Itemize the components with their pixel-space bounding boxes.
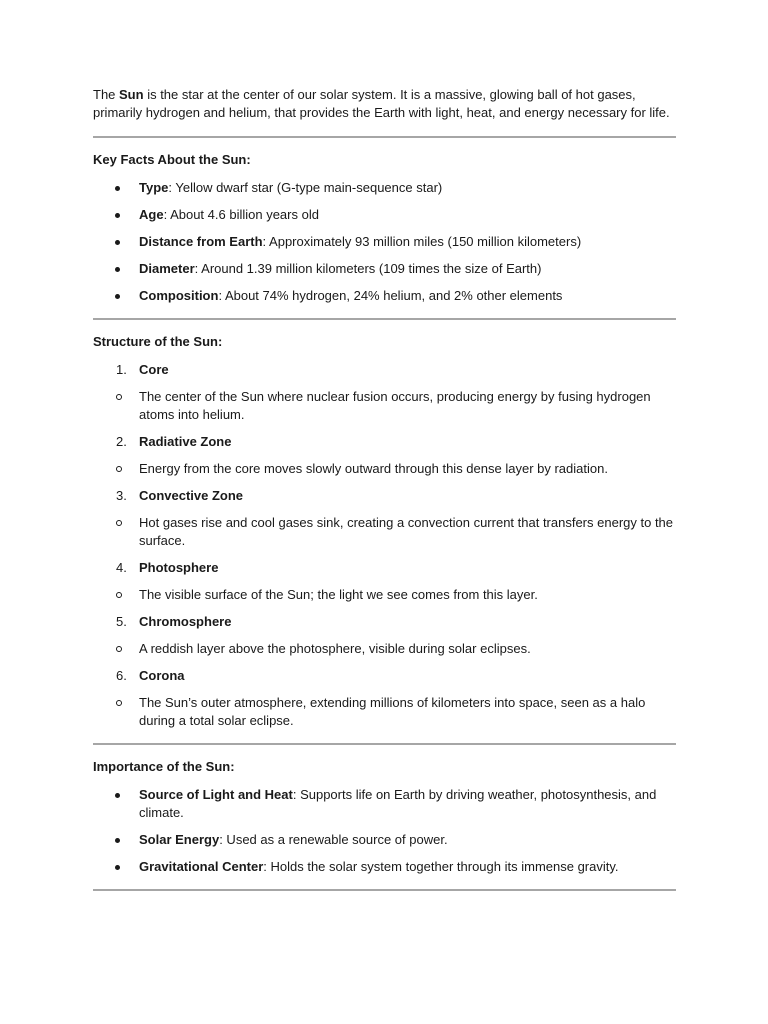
layer-description: The center of the Sun where nuclear fusion occurs, producing energy by fusing hydrogen atoms into helium. [139,389,651,422]
importance-text: : Supports life on Earth by driving weather, photosynthesis, and climate. [139,787,657,820]
bullet-icon [115,793,120,798]
layer-name: Photosphere [139,560,219,575]
structure-list [93,361,676,730]
fact-term: Distance from Earth [139,234,263,249]
fact-text: : Yellow dwarf star (G-type main-sequence star) [168,180,443,195]
list-item [93,287,676,305]
layer-number: 5. [116,614,127,629]
layer-description: The Sun’s outer atmosphere, extending millions of kilometers into space, seen as a halo during a total solar eclipse. [139,695,646,728]
list-item [93,613,676,631]
layer-name: Radiative Zone [139,434,232,449]
layer-description: A reddish layer above the photosphere, visible during solar eclipses. [139,641,531,656]
bullet-icon [115,294,120,299]
layer-description-item [93,694,676,730]
importance-term: Source of Light and Heat [139,787,293,802]
bullet-icon [115,240,120,245]
list-item [93,260,676,278]
fact-text: : About 4.6 billion years old [163,207,319,222]
bullet-icon [115,267,120,272]
layer-number: 6. [116,668,127,683]
layer-name: Core [139,362,169,377]
layer-description-item [93,586,676,604]
list-item [93,487,676,505]
list-item [93,831,676,849]
layer-name: Convective Zone [139,488,244,503]
intro-after: is the star at the center of our solar system. It is a massive, glowing ball of hot gases, primarily hydrogen and helium, that provides the Earth with light, heat, and energy necessary for life. [93,87,670,120]
importance-text: : Used as a renewable source of power. [219,832,448,847]
hollow-bullet-icon [116,394,122,400]
fact-term: Age [139,207,164,222]
layer-description-item [93,640,676,658]
layer-description-item [93,514,676,550]
fact-text: : Approximately 93 million miles (150 million kilometers) [262,234,582,249]
list-item [93,433,676,451]
intro-sun-word: Sun [119,87,144,102]
hollow-bullet-icon [116,520,122,526]
bullet-icon [115,213,120,218]
list-item [93,233,676,251]
list-item [93,361,676,379]
fact-text: : About 74% hydrogen, 24% helium, and 2% other elements [218,288,563,303]
layer-number: 3. [116,488,127,503]
layer-name: Corona [139,668,185,683]
fact-term: Diameter [139,261,195,276]
layer-name: Chromosphere [139,614,232,629]
bullet-icon [115,865,120,870]
hollow-bullet-icon [116,466,122,472]
importance-list [93,786,676,876]
key-facts-list [93,179,676,305]
layer-description: Hot gases rise and cool gases sink, creating a convection current that transfers energy to the surface. [139,515,674,548]
layer-description-item [93,460,676,478]
divider [93,889,676,891]
fact-term: Composition [139,288,219,303]
list-item [93,667,676,685]
importance-text: : Holds the solar system together through its immense gravity. [263,859,619,874]
layer-number: 2. [116,434,127,449]
bullet-icon [115,838,120,843]
fact-text: : Around 1.39 million kilometers (109 times the size of Earth) [194,261,542,276]
list-item [93,179,676,197]
key-facts-heading: Key Facts About the Sun: [93,152,251,167]
layer-number: 4. [116,560,127,575]
hollow-bullet-icon [116,646,122,652]
layer-description: Energy from the core moves slowly outward through this dense layer by radiation. [139,461,608,476]
list-item [93,786,676,822]
structure-heading: Structure of the Sun: [93,334,223,349]
intro-before: The [93,87,120,102]
divider [93,318,676,320]
intro-paragraph [93,86,676,122]
divider [93,743,676,745]
layer-description: The visible surface of the Sun; the light we see comes from this layer. [139,587,538,602]
divider [93,136,676,138]
importance-term: Solar Energy [139,832,220,847]
importance-term: Gravitational Center [139,859,264,874]
hollow-bullet-icon [116,700,122,706]
list-item [93,559,676,577]
importance-heading: Importance of the Sun: [93,759,235,774]
hollow-bullet-icon [116,592,122,598]
list-item [93,206,676,224]
list-item [93,858,676,876]
layer-number: 1. [116,362,127,377]
layer-description-item [93,388,676,424]
document-page [93,86,676,891]
fact-term: Type [139,180,169,195]
bullet-icon [115,186,120,191]
